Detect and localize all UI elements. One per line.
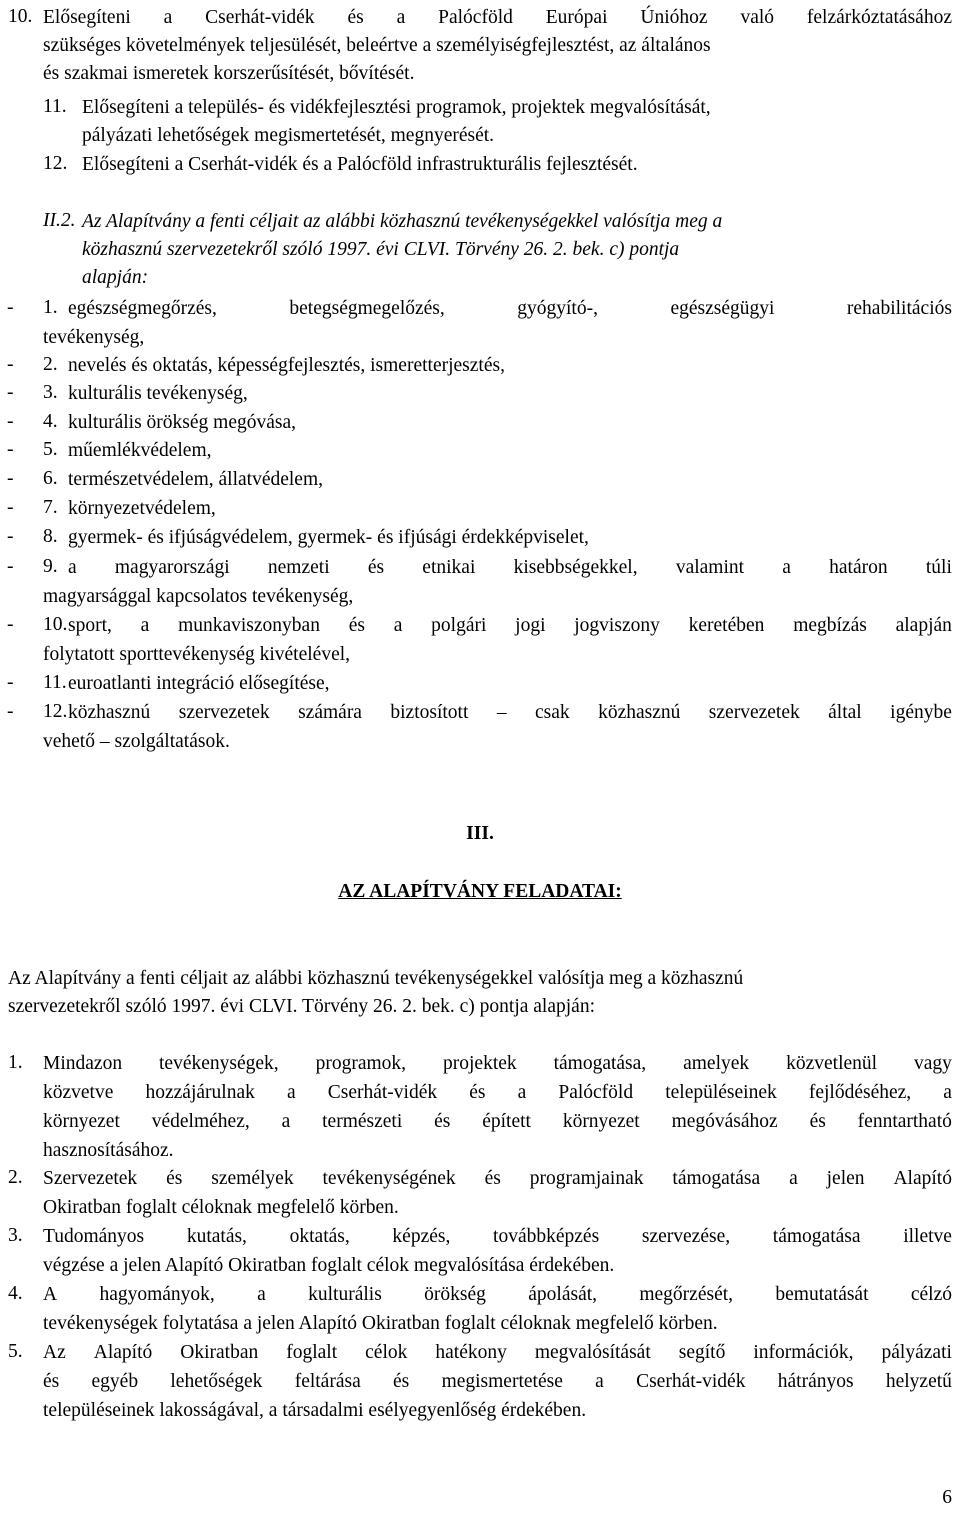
- task-line: Szervezetek és személyek tevékenységének és programjainak támogatása a jelen Alapító: [43, 1168, 952, 1189]
- task-number: 3.: [8, 1225, 23, 1246]
- section-ii2-number: II.2.: [43, 210, 76, 231]
- activity-dash: -: [7, 526, 14, 547]
- task-line: Okiratban foglalt céloknak megfelelő körben.: [43, 1197, 399, 1218]
- section-ii2-line-3: alapján:: [82, 267, 149, 288]
- activity-line: sport, a munkaviszonyban és a polgári jogi jogviszony keretében megbízás alapján: [68, 615, 952, 636]
- activity-line: tevékenység,: [43, 327, 145, 348]
- task-line: Tudományos kutatás, oktatás, képzés, továbbképzés szervezése, támogatása illetve: [43, 1226, 952, 1247]
- activity-number: 2.: [43, 354, 58, 375]
- activity-line: műemlékvédelem,: [68, 440, 212, 461]
- item-11-line-1: Elősegíteni a település- és vidékfejlesztési programok, projektek megvalósítását,: [82, 97, 711, 118]
- activity-dash: -: [7, 439, 14, 460]
- task-line: településeinek lakosságával, a társadalmi esélyegyenlőség érdekében.: [43, 1400, 587, 1421]
- task-number: 1.: [8, 1052, 23, 1073]
- activity-number: 3.: [43, 382, 58, 403]
- task-line: A hagyományok, a kulturális örökség ápolását, megőrzését, bemutatását célzó: [43, 1284, 952, 1305]
- item-10-number: 10.: [8, 6, 33, 27]
- section-iii-intro-line-2: szervezetekről szóló 1997. évi CLVI. Törvény 26. 2. bek. c) pontja alapján:: [8, 996, 595, 1017]
- item-10-line-2: szükséges követelmények teljesülését, beleértve a személyiségfejlesztést, az általános: [43, 35, 711, 56]
- activity-line: környezetvédelem,: [68, 498, 216, 519]
- page-number: 6: [942, 1487, 952, 1508]
- item-12-line-1: Elősegíteni a Cserhát-vidék és a Palócföld infrastrukturális fejlesztését.: [82, 154, 638, 175]
- task-number: 2.: [8, 1167, 23, 1188]
- activity-number: 7.: [43, 497, 58, 518]
- activity-number: 12.: [43, 701, 68, 722]
- activity-dash: -: [7, 701, 14, 722]
- activity-dash: -: [7, 382, 14, 403]
- activity-line: folytatott sporttevékenység kivételével,: [43, 644, 351, 665]
- activity-number: 5.: [43, 439, 58, 460]
- activity-number: 9.: [43, 556, 58, 577]
- activity-dash: -: [7, 468, 14, 489]
- activity-line: természetvédelem, állatvédelem,: [68, 469, 323, 490]
- activity-dash: -: [7, 411, 14, 432]
- item-10-line-1: Elősegíteni a Cserhát-vidék és a Palócföld Európai Únióhoz való felzárkóztatásához: [43, 7, 952, 28]
- task-line: tevékenységek folytatása a jelen Alapító Okiratban foglalt céloknak megfelelő körben.: [43, 1313, 718, 1334]
- activity-line: nevelés és oktatás, képességfejlesztés, ismeretterjesztés,: [68, 355, 505, 376]
- activity-dash: -: [7, 556, 14, 577]
- section-iii-intro-line-1: Az Alapítvány a fenti céljait az alábbi közhasznú tevékenységekkel valósítja meg a közhasznú: [8, 968, 744, 989]
- item-11-line-2: pályázati lehetőségek megismertetését, megnyerését.: [82, 125, 495, 146]
- item-11-number: 11.: [43, 96, 67, 117]
- task-number: 4.: [8, 1283, 23, 1304]
- activity-number: 1.: [43, 297, 58, 318]
- activity-number: 11.: [43, 672, 67, 693]
- activity-line: vehető – szolgáltatások.: [43, 731, 230, 752]
- activity-line: gyermek- és ifjúságvédelem, gyermek- és ifjúsági érdekképviselet,: [68, 527, 589, 548]
- activity-line: közhasznú szervezetek számára biztosított – csak közhasznú szervezetek által igénybe: [68, 702, 952, 723]
- activity-line: kulturális tevékenység,: [68, 383, 248, 404]
- activity-dash: -: [7, 354, 14, 375]
- section-ii2-line-1: Az Alapítvány a fenti céljait az alábbi közhasznú tevékenységekkel valósítja meg a: [82, 211, 723, 232]
- item-10-line-3: és szakmai ismeretek korszerűsítését, bővítését.: [43, 63, 415, 84]
- activity-dash: -: [7, 672, 14, 693]
- activity-number: 4.: [43, 411, 58, 432]
- activity-number: 6.: [43, 468, 58, 489]
- task-line: végzése a jelen Alapító Okiratban foglalt célok megvalósítása érdekében.: [43, 1255, 615, 1276]
- task-number: 5.: [8, 1341, 23, 1362]
- activity-number: 10.: [43, 614, 68, 635]
- section-iii-roman: III.: [466, 823, 494, 844]
- activity-line: magyarsággal kapcsolatos tevékenység,: [43, 586, 354, 607]
- activity-dash: -: [7, 614, 14, 635]
- activity-line: a magyarországi nemzeti és etnikai kisebbségekkel, valamint a határon túli: [68, 557, 952, 578]
- item-12-number: 12.: [43, 153, 68, 174]
- task-line: közvetve hozzájárulnak a Cserhát-vidék és a Palócföld településeinek fejlődéséhez, a: [43, 1082, 952, 1103]
- task-line: és egyéb lehetőségek feltárása és megismertetése a Cserhát-vidék hátrányos helyzetű: [43, 1371, 952, 1392]
- task-line: hasznosításához.: [43, 1140, 174, 1161]
- activity-dash: -: [7, 497, 14, 518]
- activity-number: 8.: [43, 526, 58, 547]
- task-line: környezet védelméhez, a természeti és épített környezet megóvásához és fenntartható: [43, 1111, 952, 1132]
- task-line: Az Alapító Okiratban foglalt célok hatékony megvalósítását segítő információk, pályázati: [43, 1342, 952, 1363]
- activity-dash: -: [7, 297, 14, 318]
- section-ii2-line-2: közhasznú szervezetekről szóló 1997. évi CLVI. Törvény 26. 2. bek. c) pontja: [82, 239, 680, 260]
- activity-line: euroatlanti integráció elősegítése,: [68, 673, 330, 694]
- activity-line: kulturális örökség megóvása,: [68, 412, 296, 433]
- activity-line: egészségmegőrzés, betegségmegelőzés, gyógyító-, egészségügyi rehabilitációs: [68, 298, 952, 319]
- task-line: Mindazon tevékenységek, programok, projektek támogatása, amelyek közvetlenül vagy: [43, 1053, 952, 1074]
- section-iii-title: AZ ALAPÍTVÁNY FELADATAI:: [338, 881, 622, 902]
